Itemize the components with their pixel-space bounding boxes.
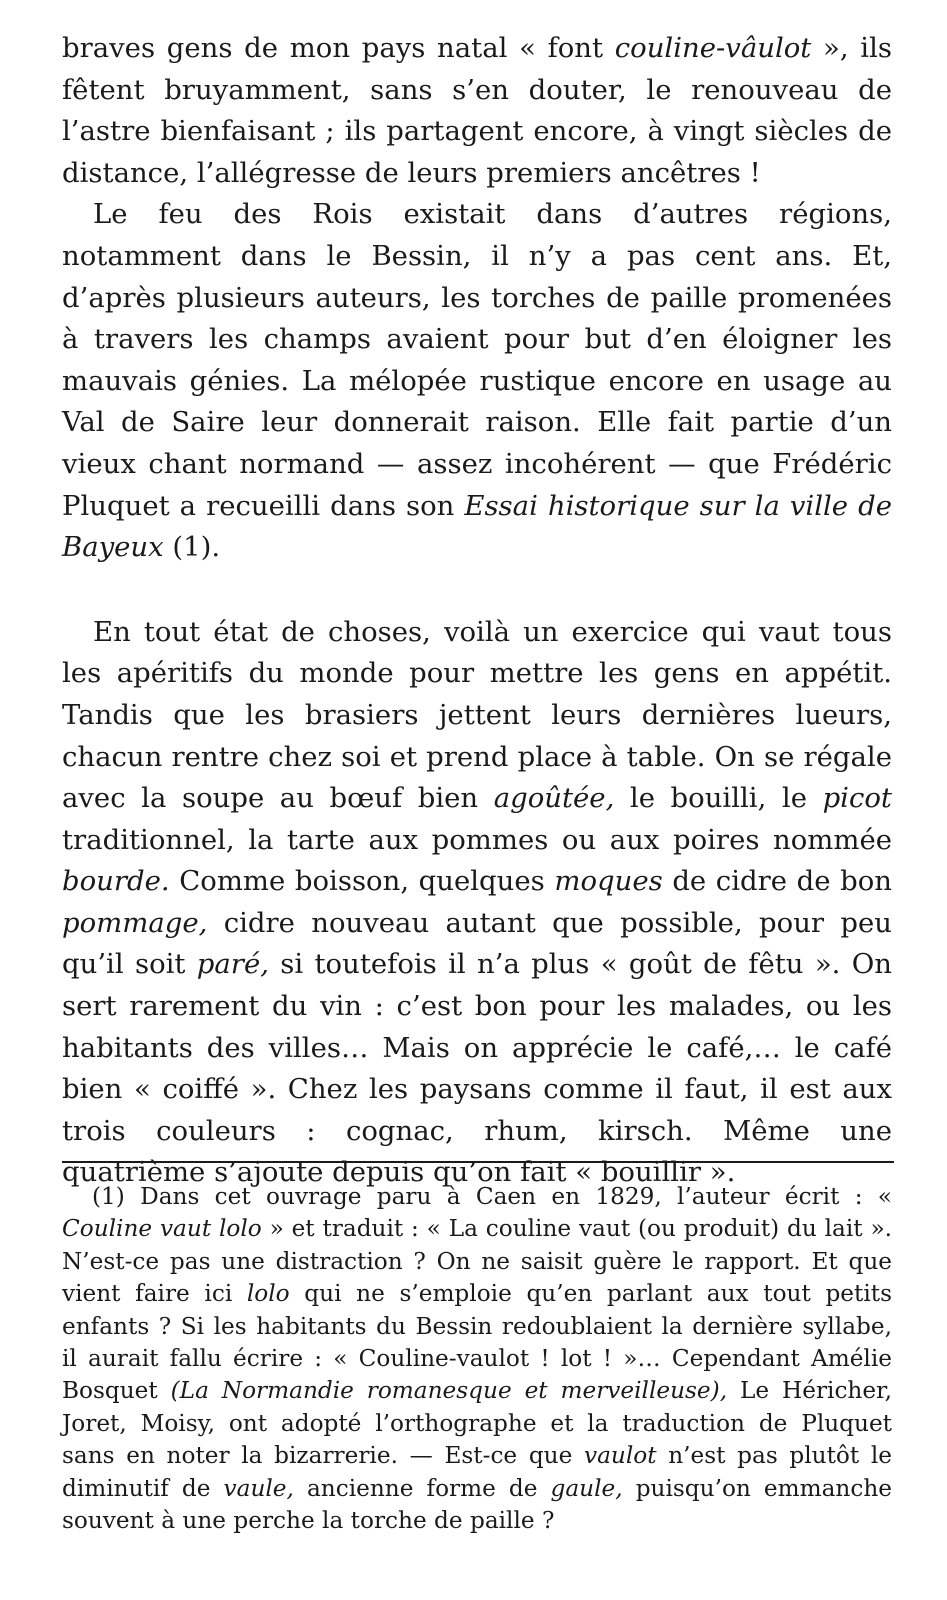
italic-text-run: lolo [246, 1280, 290, 1308]
text-run: le bouilli, le [614, 782, 823, 815]
text-run: ancienne forme de [293, 1474, 551, 1502]
text-run: si toutefois il n’a plus « goût de fêtu ». On sert rarement du vin : c’est bon pour les malades, ou les habitants des villes… Mais on apprécie le café,… le café bien « coiffé ». Chez les paysans comme il faut, il est aux trois couleurs : cognac, rhum, kirsch. Même une quatrième s’ajoute depuis qu’on fait « bouillir ». [62, 948, 892, 1189]
text-run: », ils fêtent bruyamment, sans s’en douter, le renouveau de l’astre bienfaisant ; ils partagent encore, à vingt siècles de distance, l’allégresse de leurs premiers ancêtres ! [62, 32, 892, 189]
page-body [62, 28, 892, 1194]
footnote-divider [62, 1161, 894, 1163]
text-run: Comme boisson, quelques [169, 865, 555, 898]
italic-text-run: (La Normandie romanesque et merveilleuse), [170, 1377, 728, 1405]
italic-text-run: pommage, [62, 906, 208, 939]
text-run: de cidre de bon [662, 865, 892, 898]
italic-text-run: picot [822, 782, 892, 815]
text-run: qui ne s’emploie qu’en parlant aux tout petits enfants ? Si les habitants du Bessin redoublaient la dernière syllabe, il aurait fallu écrire : « Couline-vaulot ! lot ! »… Cependant Amélie Bosquet [62, 1280, 892, 1405]
text-run: puisqu’on emmanche souvent à une perche la torche de paille ? [62, 1474, 892, 1535]
italic-text-run: vaulot [584, 1442, 657, 1470]
italic-text-run: vaule, [223, 1474, 294, 1502]
footnote [62, 1181, 892, 1537]
text-run: braves gens de mon pays natal « font [62, 32, 615, 64]
italic-text-run: bourde. [62, 865, 170, 898]
paragraph-1 [62, 28, 892, 194]
text-run: n’est pas plutôt le diminutif de [62, 1442, 892, 1502]
italic-text-run: paré, [196, 948, 269, 981]
italic-text-run: couline-vâulot [614, 32, 812, 64]
italic-text-run: Couline vaut lolo [62, 1215, 262, 1243]
text-run: » et traduit : « La couline vaut (ou produit) du lait ». N’est-ce pas une distraction ? On ne saisit guère le rapport. Et que vient faire ici [62, 1215, 893, 1308]
text-run: (1). [163, 531, 221, 564]
text-run: cidre nouveau autant que possible, pour peu qu’il soit [62, 906, 892, 981]
text-run: traditionnel, la tarte aux pommes ou aux poires nommée [62, 823, 892, 856]
italic-text-run: moques [554, 865, 663, 898]
text-run: Le feu des Rois existait dans d’autres régions, notamment dans le Bessin, il n’y a pas cent ans. Et, d’après plusieurs auteurs, les torches de paille promenées à travers les champs avaient pour but d’en éloigner les mauvais génies. La mélopée rustique encore en usage au Val de Saire leur donnerait raison. Elle fait partie d’un vieux chant normand — assez incohérent — que Frédéric Pluquet a recueilli dans son [62, 198, 892, 522]
italic-text-run: agoûtée, [493, 782, 615, 815]
italic-text-run: Essai historique sur la ville de Bayeux [62, 489, 892, 564]
paragraph-3 [62, 612, 892, 1194]
text-run: (1) Dans cet ouvrage paru à Caen en 1829, l’auteur écrit : « [92, 1183, 892, 1210]
text-run: En tout état de choses, voilà un exercice qui vaut tous les apéritifs du monde pour mettre les gens en appétit. Tandis que les brasiers jettent leurs dernières lueurs, chacun rentre chez soi et prend place à table. On se régale avec la soupe au bœuf bien [62, 615, 892, 815]
text-run: Le Héricher, Joret, Moisy, ont adopté l’orthographe et la traduction de Pluquet sans en noter la bizarrerie. — Est-ce que [62, 1377, 892, 1470]
paragraph-2 [62, 194, 892, 568]
italic-text-run: gaule, [550, 1474, 623, 1502]
